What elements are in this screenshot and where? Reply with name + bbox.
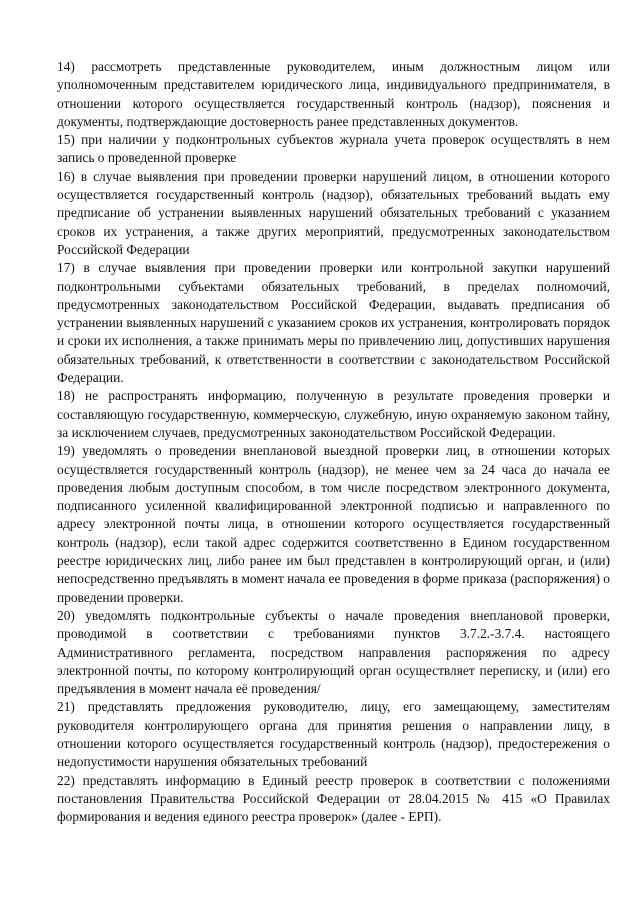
list-item-22: 22) представлять информацию в Единый реестр проверок в соответствии с положениями постановления Правительства Российской Федерации от 28.04.2015 № 415 «О Правилах формирования и ведения единого реестра проверок» (далее - ЕРП). xyxy=(57,772,610,825)
list-item-18: 18) не распространять информацию, полученную в результате проведения проверки и составляющую государственную, коммерческую, служебную, иную охраняемую законом тайну, за исключением случаев, предусмотренных законодательством Российской Федерации. xyxy=(57,388,610,440)
list-item-20: 20) уведомлять подконтрольные субъекты о начале проведения внеплановой проверки, проводимой в соответствии с требованиями пунктов 3.7.2.-3.7.4. настоящего Административного регламента, посредством направления распоряжения по адресу электронной почты, по которому контролирующий орган осуществляет переписку, и (или) его предъявления в момент начала её проведения/ xyxy=(57,607,610,697)
list-item-15: 15) при наличии у подконтрольных субъектов журнала учета проверок осуществлять в нем запись о проведенной проверке xyxy=(57,132,610,166)
list-item-21: 21) представлять предложения руководителю, лицу, его замещающему, заместителям руководителя контролирующего органа для принятия решения о направлении лицу, в отношении которого осуществляется государственный контроль (надзор), предостережения о недопустимости нарушения обязательных требований xyxy=(57,699,610,770)
list-item-16: 16) в случае выявления при проведении проверки нарушений лицом, в отношении которого осуществляется государственный контроль (надзор), обязательных требований выдать ему предписание об устранении выявленных нарушений обязательных требований с указанием сроков их устранения, а также других мероприятий, предусмотренных законодательством Российской Федерации xyxy=(57,168,610,257)
list-item-17: 17) в случае выявления при проведении проверки или контрольной закупки нарушений подконтрольными субъектами обязательных требований, в пределах полномочий, предусмотренных законодательством Российской Федерации, выдавать предписания об устранении выявленных нарушений с указанием сроков их устранения, контролировать порядок и сроки их исполнения, а также принимать меры по привлечению лиц, допустивших нарушения обязательных требований, к ответственности в соответствии с законодательством Российской Федерации. xyxy=(57,260,610,386)
list-item-19: 19) уведомлять о проведении внеплановой выездной проверки лиц, в отношении которых осуществляется государственный контроль (надзор), не менее чем за 24 часа до начала ее проведения любым доступным способом, в том числе посредством электронного документа, подписанного усиленной квалифицированной электронной подписью и направленного по адресу электронной почты лица, в отношении которого осуществляется государственный контроль (надзор), если такой адрес содержится соответственно в Едином государственном реестре юридических лиц, либо ранее им был представлен в контролирующий орган, и (или) непосредственно предъявлять в момент начала ее проведения в форме приказа (распоряжения) о проведении проверки. xyxy=(57,443,610,605)
document-page xyxy=(57,58,610,826)
list-item-14: 14) рассмотреть представленные руководителем, иным должностным лицом или уполномоченным представителем юридического лица, индивидуального предпринимателя, в отношении которого осуществляется государственный контроль (надзор), пояснения и документы, подтверждающие достоверность ранее представленных документов. xyxy=(57,59,610,129)
